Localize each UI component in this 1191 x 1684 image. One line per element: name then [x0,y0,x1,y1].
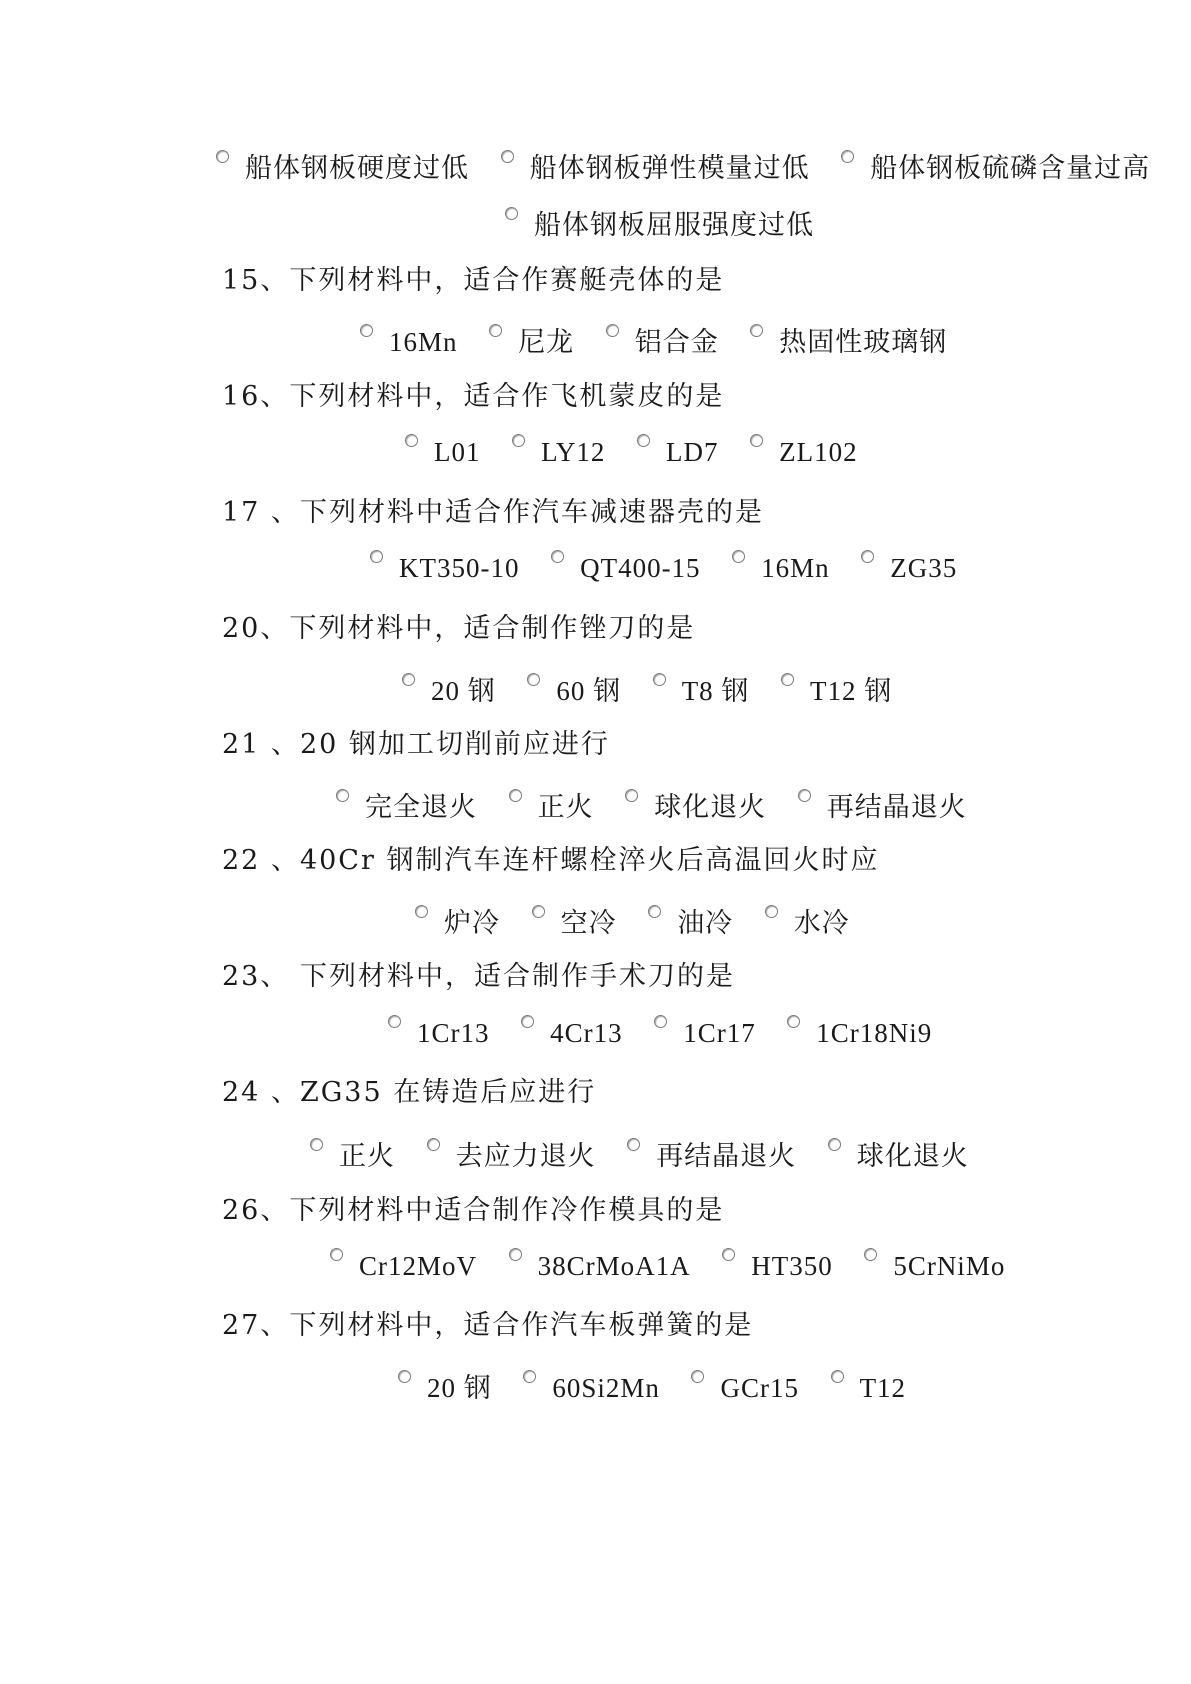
radio-button-icon[interactable] [861,550,874,563]
radio-button-icon[interactable] [330,1248,343,1261]
q22-option-b[interactable]: 空冷 [532,901,617,940]
radio-button-icon[interactable] [831,1370,844,1383]
q24-option-d[interactable]: 球化退火 [828,1134,969,1173]
q22-option-d[interactable]: 水冷 [765,901,850,940]
question-16: 16、下列材料中，适合作飞机蒙皮的是 [222,381,725,412]
q21-option-d[interactable]: 再结晶退火 [798,785,967,824]
q17-option-d[interactable]: ZG35 [861,553,957,584]
q22-option-c[interactable]: 油冷 [648,901,733,940]
radio-button-icon[interactable] [527,673,540,686]
q22-options [415,901,850,940]
radio-button-icon[interactable] [216,150,229,163]
q16-option-d[interactable]: ZL102 [750,437,858,468]
radio-button-icon[interactable] [310,1138,323,1151]
q20-options [402,669,892,708]
q27-options [398,1366,906,1405]
q14-options-row1 [216,146,1150,185]
radio-button-icon[interactable] [427,1138,440,1151]
q15-option-c[interactable]: 铝合金 [606,320,719,359]
q15-option-b[interactable]: 尼龙 [489,320,574,359]
radio-button-icon[interactable] [787,1015,800,1028]
radio-button-icon[interactable] [691,1370,704,1383]
q24-options [310,1134,969,1173]
question-23: 23、 下列材料中，适合制作手术刀的是 [222,961,735,992]
q22-option-a[interactable]: 炉冷 [415,901,500,940]
radio-button-icon[interactable] [509,1248,522,1261]
radio-button-icon[interactable] [501,150,514,163]
question-24: 24 、ZG35 在铸造后应进行 [222,1077,597,1108]
radio-button-icon[interactable] [509,789,522,802]
radio-button-icon[interactable] [828,1138,841,1151]
q20-option-d[interactable]: T12 钢 [781,669,892,708]
q17-option-c[interactable]: 16Mn [732,553,830,584]
q17-option-a[interactable]: KT350-10 [370,553,519,584]
radio-button-icon[interactable] [523,1370,536,1383]
q27-option-a[interactable]: 20 钢 [398,1366,492,1405]
q21-option-a[interactable]: 完全退火 [336,785,477,824]
radio-button-icon[interactable] [551,550,564,563]
radio-button-icon[interactable] [398,1370,411,1383]
radio-button-icon[interactable] [405,434,418,447]
radio-button-icon[interactable] [781,673,794,686]
radio-button-icon[interactable] [637,434,650,447]
q21-option-c[interactable]: 球化退火 [625,785,766,824]
q26-option-c[interactable]: HT350 [722,1251,833,1282]
q27-option-b[interactable]: 60Si2Mn [523,1373,660,1404]
radio-button-icon[interactable] [765,905,778,918]
question-20: 20、下列材料中，适合制作锉刀的是 [222,613,696,644]
q20-option-b[interactable]: 60 钢 [527,669,621,708]
q23-option-c[interactable]: 1Cr17 [654,1018,756,1049]
question-15: 15、下列材料中，适合作赛艇壳体的是 [222,265,725,296]
q21-option-b[interactable]: 正火 [509,785,594,824]
q16-option-b[interactable]: LY12 [512,437,605,468]
radio-button-icon[interactable] [625,789,638,802]
radio-button-icon[interactable] [648,905,661,918]
radio-button-icon[interactable] [388,1015,401,1028]
question-17: 17 、下列材料中适合作汽车减速器壳的是 [222,497,764,528]
q26-options [330,1251,1005,1282]
q16-options [405,437,858,468]
q20-option-a[interactable]: 20 钢 [402,669,496,708]
radio-button-icon[interactable] [627,1138,640,1151]
q15-options [360,320,947,359]
q17-options [370,553,957,584]
q14-options-row2 [505,203,814,242]
radio-button-icon[interactable] [722,1248,735,1261]
q23-option-b[interactable]: 4Cr13 [521,1018,623,1049]
q15-option-d[interactable]: 热固性玻璃钢 [750,320,947,359]
q16-option-c[interactable]: LD7 [637,437,719,468]
radio-button-icon[interactable] [732,550,745,563]
radio-button-icon[interactable] [360,324,373,337]
q16-option-a[interactable]: L01 [405,437,481,468]
radio-button-icon[interactable] [415,905,428,918]
q26-option-d[interactable]: 5CrNiMo [864,1251,1005,1282]
question-27: 27、下列材料中，适合作汽车板弹簧的是 [222,1310,754,1341]
q14-option-c[interactable]: 船体钢板硫磷含量过高 [841,146,1150,185]
radio-button-icon[interactable] [489,324,502,337]
question-21: 21 、20 钢加工切削前应进行 [222,729,610,760]
radio-button-icon[interactable] [654,1015,667,1028]
q23-option-d[interactable]: 1Cr18Ni9 [787,1018,932,1049]
radio-button-icon[interactable] [798,789,811,802]
radio-button-icon[interactable] [532,905,545,918]
question-22: 22 、40Cr 钢制汽车连杆螺栓淬火后高温回火时应 [222,845,880,876]
q21-options [336,785,967,824]
radio-button-icon[interactable] [606,324,619,337]
q26-option-a[interactable]: Cr12MoV [330,1251,477,1282]
q26-option-b[interactable]: 38CrMoA1A [509,1251,691,1282]
q23-option-a[interactable]: 1Cr13 [388,1018,490,1049]
q24-option-c[interactable]: 再结晶退火 [627,1134,796,1173]
radio-button-icon[interactable] [750,324,763,337]
q23-options [388,1018,932,1049]
q17-option-b[interactable]: QT400-15 [551,553,700,584]
q15-option-a[interactable]: 16Mn [360,327,458,358]
radio-button-icon[interactable] [750,434,763,447]
q14-option-a[interactable]: 船体钢板硬度过低 [216,146,469,185]
radio-button-icon[interactable] [370,550,383,563]
q27-option-c[interactable]: GCr15 [691,1373,799,1404]
radio-button-icon[interactable] [653,673,666,686]
q27-option-d[interactable]: T12 [831,1373,907,1404]
q24-option-b[interactable]: 去应力退火 [427,1134,596,1173]
radio-button-icon[interactable] [336,789,349,802]
radio-button-icon[interactable] [864,1248,877,1261]
radio-button-icon[interactable] [505,207,518,220]
question-26: 26、下列材料中适合制作冷作模具的是 [222,1195,725,1226]
radio-button-icon[interactable] [521,1015,534,1028]
q20-option-c[interactable]: T8 钢 [653,669,750,708]
q14-option-d[interactable]: 船体钢板屈服强度过低 [505,203,814,242]
radio-button-icon[interactable] [512,434,525,447]
q24-option-a[interactable]: 正火 [310,1134,395,1173]
q14-option-b[interactable]: 船体钢板弹性模量过低 [501,146,810,185]
radio-button-icon[interactable] [402,673,415,686]
radio-button-icon[interactable] [841,150,854,163]
